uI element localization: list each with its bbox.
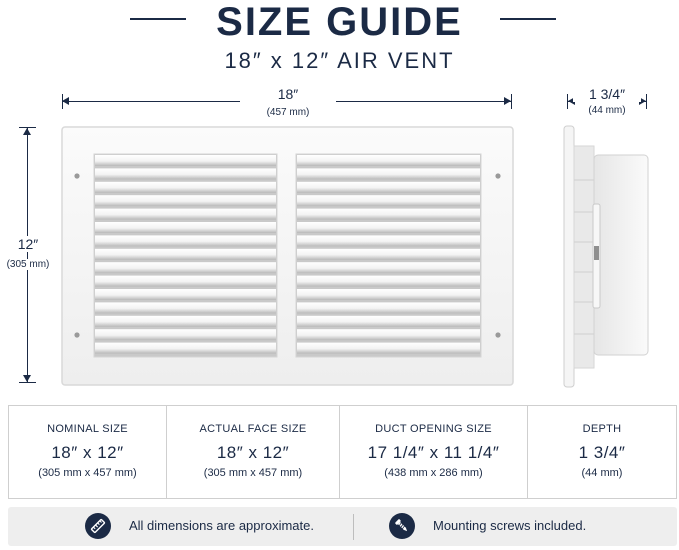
spec-actual-face-size bbox=[167, 406, 340, 498]
spec-value-mm: (305 mm x 457 mm) bbox=[38, 467, 137, 479]
louver-slat bbox=[297, 262, 480, 273]
spec-label: DEPTH bbox=[582, 423, 622, 435]
louver-slat bbox=[297, 316, 480, 327]
louver-slat bbox=[95, 168, 276, 179]
ruler-icon bbox=[85, 513, 111, 539]
height-arrow-top bbox=[23, 128, 31, 135]
louver-slat bbox=[95, 235, 276, 246]
louver-slat bbox=[297, 276, 480, 287]
title-right-rule bbox=[500, 18, 556, 20]
louver-slat bbox=[297, 195, 480, 206]
screw-icon bbox=[389, 513, 415, 539]
louver-slat bbox=[297, 329, 480, 340]
height-value-mm: (305 mm) bbox=[0, 259, 56, 270]
width-dimension-tick-right bbox=[511, 94, 512, 109]
height-arrow-bottom bbox=[23, 375, 31, 382]
spec-label: NOMINAL SIZE bbox=[47, 423, 128, 435]
louver-slat bbox=[297, 222, 480, 233]
width-value-mm: (457 mm) bbox=[266, 107, 310, 118]
spec-value-mm: (438 mm x 286 mm) bbox=[384, 467, 483, 479]
height-dimension-line bbox=[27, 127, 28, 383]
page-title: SIZE GUIDE bbox=[216, 0, 463, 44]
louver-slat bbox=[297, 249, 480, 260]
vent-side-view bbox=[558, 122, 653, 390]
spec-label: DUCT OPENING SIZE bbox=[375, 423, 492, 435]
spec-duct-opening-size bbox=[340, 406, 528, 498]
louver-slat bbox=[95, 329, 276, 340]
louver-slat bbox=[297, 343, 480, 354]
louver-slat bbox=[95, 249, 276, 260]
note-screws: Mounting screws included. bbox=[433, 518, 587, 533]
depth-value: 1 3/4″ bbox=[573, 86, 641, 102]
louver-slat bbox=[95, 316, 276, 327]
louver-slat bbox=[95, 182, 276, 193]
spec-value-mm: (44 mm) bbox=[581, 467, 623, 479]
footer-divider bbox=[353, 514, 354, 540]
height-value: 12″ bbox=[0, 236, 56, 252]
spec-value: 18″ x 12″ bbox=[216, 443, 290, 462]
width-arrow-right bbox=[504, 97, 511, 105]
depth-value-mm: (44 mm) bbox=[588, 105, 626, 116]
spec-label: ACTUAL FACE SIZE bbox=[199, 423, 307, 435]
specs-table bbox=[8, 405, 677, 499]
louver-slat bbox=[297, 289, 480, 300]
spec-value: 18″ x 12″ bbox=[51, 443, 124, 462]
louver-slat bbox=[297, 168, 480, 179]
louver-slat bbox=[95, 343, 276, 354]
louver-slat bbox=[297, 155, 480, 166]
louver-slat bbox=[297, 302, 480, 313]
vent-front-view bbox=[60, 125, 515, 387]
louver-slat bbox=[95, 276, 276, 287]
louver-slat bbox=[95, 155, 276, 166]
louver-slat bbox=[95, 262, 276, 273]
footer-notes bbox=[8, 507, 677, 546]
spec-value: 17 1/4″ x 11 1/4″ bbox=[367, 443, 500, 462]
width-arrow-left bbox=[62, 97, 69, 105]
spec-nominal-size bbox=[9, 406, 167, 498]
spec-value: 1 3/4″ bbox=[578, 443, 626, 462]
title-left-rule bbox=[130, 18, 186, 20]
note-approximate: All dimensions are approximate. bbox=[129, 518, 314, 533]
louver-slat bbox=[95, 302, 276, 313]
louver-slat bbox=[95, 289, 276, 300]
width-value: 18″ bbox=[240, 86, 336, 102]
spec-value-mm: (305 mm x 457 mm) bbox=[203, 467, 303, 479]
louver-slat bbox=[95, 209, 276, 220]
height-dimension-tick-bottom bbox=[19, 382, 36, 383]
louver-slat bbox=[297, 209, 480, 220]
louver-slat bbox=[95, 195, 276, 206]
louver-slat bbox=[95, 222, 276, 233]
page-subtitle: 18″ x 12″ AIR VENT bbox=[224, 48, 455, 73]
louver-slat bbox=[297, 235, 480, 246]
louver-slat bbox=[297, 182, 480, 193]
spec-depth bbox=[528, 406, 676, 498]
